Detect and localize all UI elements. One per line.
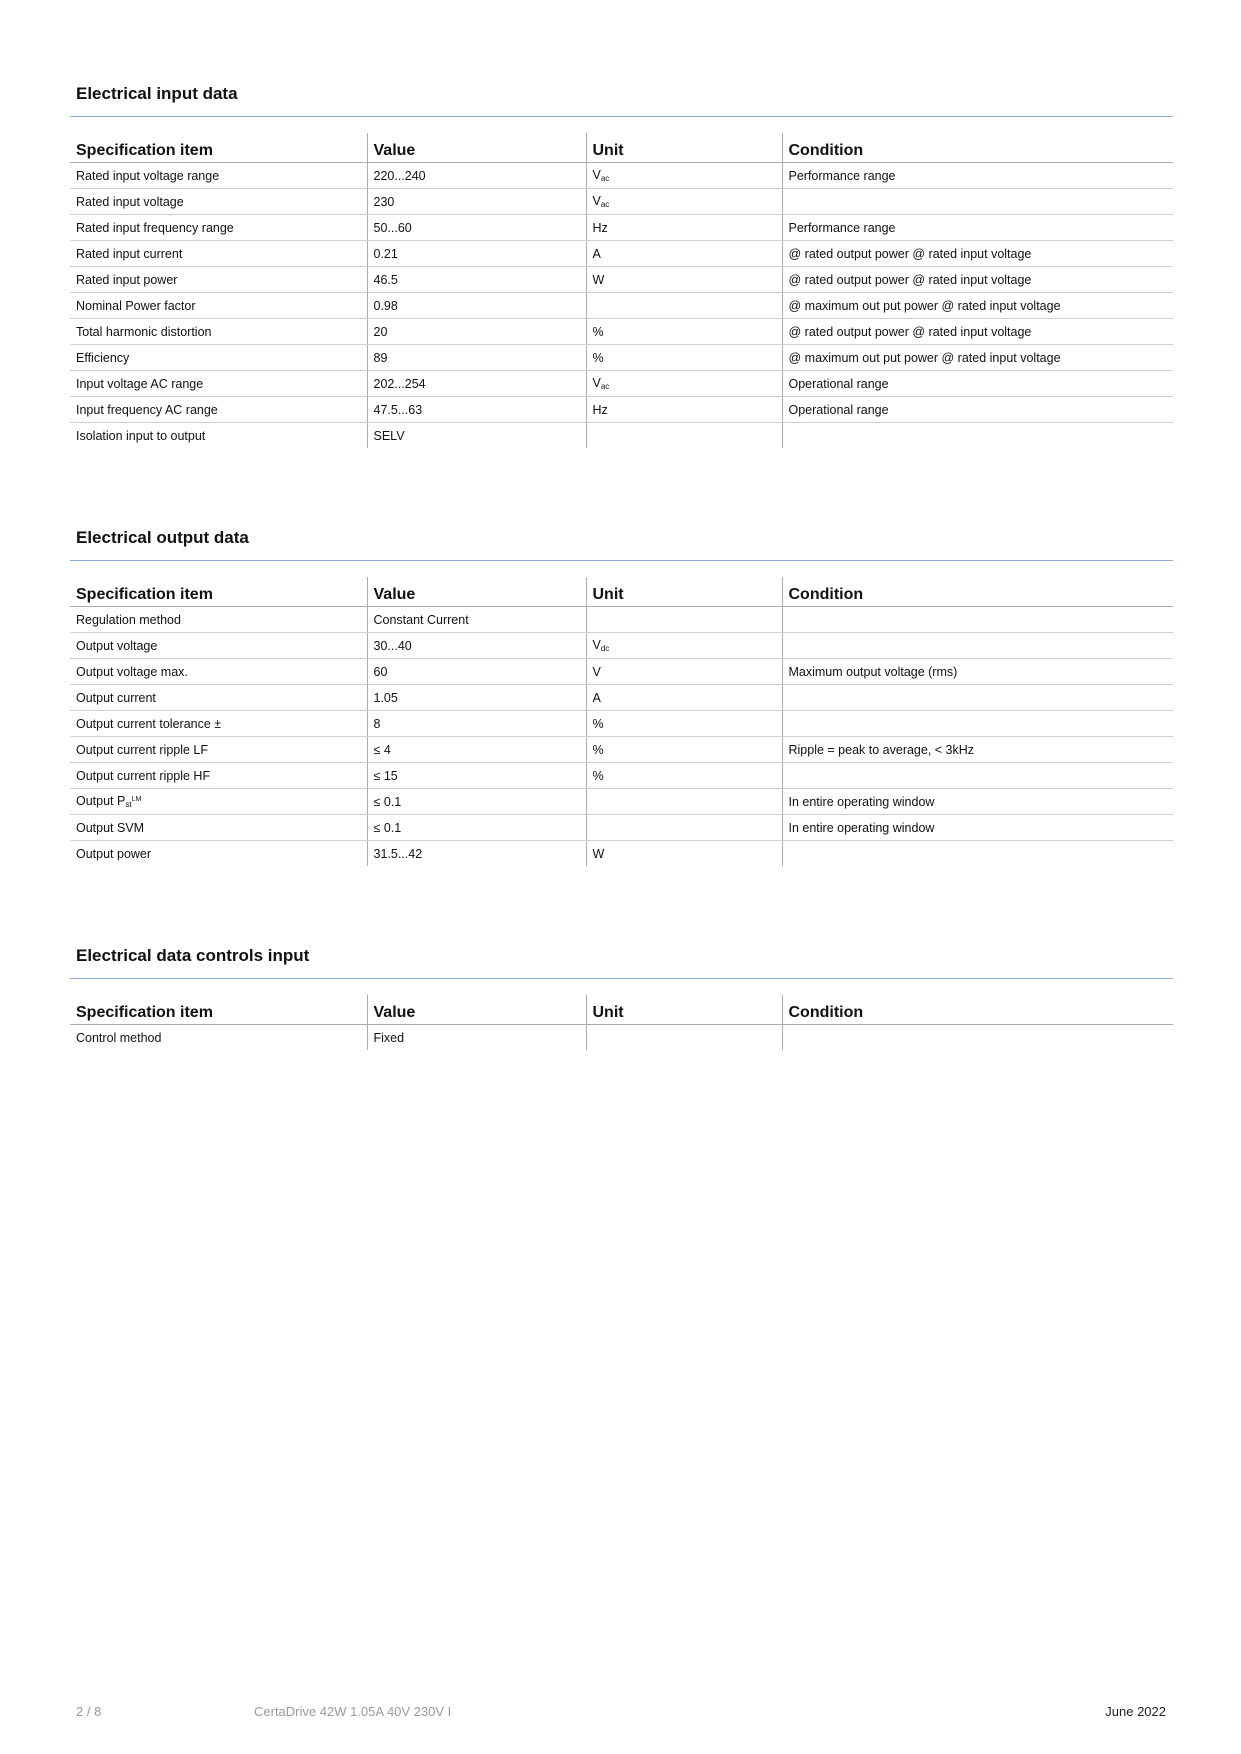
unit-text: % bbox=[592, 716, 604, 731]
spec-item-subscript: st bbox=[125, 800, 132, 809]
spec-item-cell bbox=[70, 241, 367, 267]
condition-cell: @ rated output power @ rated input voltage bbox=[782, 267, 1173, 293]
header-specification-item: Specification item bbox=[70, 577, 367, 607]
spec-item-cell bbox=[70, 163, 367, 189]
unit-text: V bbox=[592, 194, 601, 208]
header-specification-item: Specification item bbox=[70, 995, 367, 1025]
table-row bbox=[70, 607, 1173, 633]
table-row bbox=[70, 633, 1173, 659]
condition-cell: Ripple = peak to average, < 3kHz bbox=[782, 737, 1173, 763]
table-row bbox=[70, 241, 1173, 267]
table-row bbox=[70, 267, 1173, 293]
spec-item-cell bbox=[70, 737, 367, 763]
value-cell: ≤ 15 bbox=[367, 763, 586, 789]
condition-cell: @ maximum out put power @ rated input voltage bbox=[782, 293, 1173, 319]
unit-text: V bbox=[592, 638, 601, 652]
spec-item-cell bbox=[70, 423, 367, 449]
table-row bbox=[70, 293, 1173, 319]
spec-item-text: Input frequency AC range bbox=[76, 402, 218, 417]
table-row bbox=[70, 215, 1173, 241]
unit-cell bbox=[586, 397, 782, 423]
value-cell: 60 bbox=[367, 659, 586, 685]
condition-cell: @ rated output power @ rated input voltage bbox=[782, 241, 1173, 267]
spec-item-cell bbox=[70, 815, 367, 841]
condition-cell: In entire operating window bbox=[782, 815, 1173, 841]
value-cell: ≤ 0.1 bbox=[367, 789, 586, 815]
spec-item-cell bbox=[70, 633, 367, 659]
header-value: Value bbox=[367, 995, 586, 1025]
condition-cell: In entire operating window bbox=[782, 789, 1173, 815]
condition-cell bbox=[782, 841, 1173, 867]
table-row bbox=[70, 371, 1173, 397]
spec-item-cell bbox=[70, 607, 367, 633]
header-condition: Condition bbox=[782, 577, 1173, 607]
unit-cell bbox=[586, 685, 782, 711]
value-cell: 31.5...42 bbox=[367, 841, 586, 867]
condition-cell bbox=[782, 423, 1173, 449]
header-condition: Condition bbox=[782, 133, 1173, 163]
header-value: Value bbox=[367, 133, 586, 163]
table-header-row bbox=[70, 995, 1173, 1025]
table-header-row bbox=[70, 133, 1173, 163]
unit-cell bbox=[586, 215, 782, 241]
condition-cell bbox=[782, 189, 1173, 215]
spec-item-cell bbox=[70, 841, 367, 867]
condition-cell: Performance range bbox=[782, 163, 1173, 189]
value-cell: 89 bbox=[367, 345, 586, 371]
section-electrical-input bbox=[70, 82, 1173, 448]
condition-cell bbox=[782, 1025, 1173, 1051]
unit-cell bbox=[586, 267, 782, 293]
unit-subscript: ac bbox=[600, 200, 610, 209]
value-cell: ≤ 0.1 bbox=[367, 815, 586, 841]
unit-cell bbox=[586, 789, 782, 815]
spec-item-cell bbox=[70, 371, 367, 397]
condition-cell: @ rated output power @ rated input voltage bbox=[782, 319, 1173, 345]
unit-text: % bbox=[592, 324, 604, 339]
table-row bbox=[70, 789, 1173, 815]
spec-table bbox=[70, 577, 1173, 866]
spec-item-text: Rated input voltage bbox=[76, 194, 184, 209]
table-row bbox=[70, 319, 1173, 345]
header-unit: Unit bbox=[586, 133, 782, 163]
value-cell: 46.5 bbox=[367, 267, 586, 293]
unit-cell bbox=[586, 189, 782, 215]
unit-text: V bbox=[592, 664, 601, 679]
spec-item-cell bbox=[70, 685, 367, 711]
spec-item-text: Efficiency bbox=[76, 350, 130, 365]
unit-subscript: ac bbox=[600, 174, 610, 183]
spec-item-cell bbox=[70, 345, 367, 371]
spec-item-cell bbox=[70, 267, 367, 293]
footer-date: June 2022 bbox=[1105, 1704, 1166, 1719]
unit-cell bbox=[586, 659, 782, 685]
value-cell: 1.05 bbox=[367, 685, 586, 711]
unit-text: % bbox=[592, 350, 604, 365]
unit-cell bbox=[586, 633, 782, 659]
spec-item-text: Rated input frequency range bbox=[76, 220, 234, 235]
spec-item-text: Rated input power bbox=[76, 272, 178, 287]
footer-product-name: CertaDrive 42W 1.05A 40V 230V I bbox=[254, 1704, 452, 1719]
condition-cell bbox=[782, 633, 1173, 659]
condition-cell: Performance range bbox=[782, 215, 1173, 241]
footer-page-number: 2 / 8 bbox=[76, 1704, 102, 1719]
condition-cell: Operational range bbox=[782, 397, 1173, 423]
unit-text: V bbox=[592, 376, 601, 390]
spec-item-cell bbox=[70, 319, 367, 345]
unit-cell bbox=[586, 163, 782, 189]
table-row bbox=[70, 189, 1173, 215]
table-row bbox=[70, 397, 1173, 423]
spec-item-text: Output voltage max. bbox=[76, 664, 188, 679]
unit-text: Hz bbox=[592, 402, 608, 417]
spec-item-cell bbox=[70, 711, 367, 737]
unit-text: Hz bbox=[592, 220, 608, 235]
unit-subscript: ac bbox=[600, 382, 610, 391]
table-header-row bbox=[70, 577, 1173, 607]
spec-item-cell bbox=[70, 293, 367, 319]
spec-item-text: Output current ripple HF bbox=[76, 768, 211, 783]
section-controls-input bbox=[70, 944, 1173, 1050]
condition-cell bbox=[782, 607, 1173, 633]
value-cell: 30...40 bbox=[367, 633, 586, 659]
spec-item-text: Control method bbox=[76, 1030, 162, 1045]
unit-cell bbox=[586, 607, 782, 633]
unit-cell bbox=[586, 711, 782, 737]
value-cell: 230 bbox=[367, 189, 586, 215]
unit-cell bbox=[586, 241, 782, 267]
header-specification-item: Specification item bbox=[70, 133, 367, 163]
condition-cell bbox=[782, 685, 1173, 711]
unit-cell bbox=[586, 371, 782, 397]
spec-item-text: Total harmonic distortion bbox=[76, 324, 212, 339]
header-condition: Condition bbox=[782, 995, 1173, 1025]
value-cell: ≤ 4 bbox=[367, 737, 586, 763]
spec-item-text: Output power bbox=[76, 846, 152, 861]
unit-cell bbox=[586, 1025, 782, 1051]
value-cell: 0.21 bbox=[367, 241, 586, 267]
section-title: Electrical input data bbox=[70, 82, 1173, 117]
value-cell: 50...60 bbox=[367, 215, 586, 241]
spec-item-cell bbox=[70, 1025, 367, 1051]
spec-item-text: Rated input current bbox=[76, 246, 183, 261]
spec-item-cell bbox=[70, 215, 367, 241]
unit-cell bbox=[586, 841, 782, 867]
spec-item-text: Nominal Power factor bbox=[76, 298, 196, 313]
spec-item-text: Isolation input to output bbox=[76, 428, 206, 443]
condition-cell: @ maximum out put power @ rated input voltage bbox=[782, 345, 1173, 371]
unit-text: W bbox=[592, 846, 605, 861]
unit-text: A bbox=[592, 690, 601, 705]
condition-cell bbox=[782, 711, 1173, 737]
spec-item-text: Output voltage bbox=[76, 638, 158, 653]
unit-text: A bbox=[592, 246, 601, 261]
spec-item-cell bbox=[70, 189, 367, 215]
unit-cell bbox=[586, 345, 782, 371]
spec-item-cell bbox=[70, 763, 367, 789]
table-row bbox=[70, 711, 1173, 737]
spec-item-text: Output P bbox=[76, 794, 126, 808]
header-unit: Unit bbox=[586, 577, 782, 607]
unit-cell bbox=[586, 737, 782, 763]
unit-text: W bbox=[592, 272, 605, 287]
value-cell: 20 bbox=[367, 319, 586, 345]
section-title: Electrical output data bbox=[70, 526, 1173, 561]
table-row bbox=[70, 423, 1173, 449]
spec-item-text: Output SVM bbox=[76, 820, 145, 835]
spec-table bbox=[70, 995, 1173, 1050]
spec-item-cell bbox=[70, 659, 367, 685]
unit-text: % bbox=[592, 742, 604, 757]
section-electrical-output bbox=[70, 526, 1173, 866]
spec-item-text: Output current bbox=[76, 690, 156, 705]
condition-cell bbox=[782, 763, 1173, 789]
spec-item-text: Regulation method bbox=[76, 612, 181, 627]
unit-cell bbox=[586, 319, 782, 345]
spec-item-text: Input voltage AC range bbox=[76, 376, 204, 391]
value-cell: 220...240 bbox=[367, 163, 586, 189]
condition-cell: Maximum output voltage (rms) bbox=[782, 659, 1173, 685]
condition-cell: Operational range bbox=[782, 371, 1173, 397]
table-row bbox=[70, 815, 1173, 841]
header-unit: Unit bbox=[586, 995, 782, 1025]
value-cell: 8 bbox=[367, 711, 586, 737]
table-row bbox=[70, 1025, 1173, 1051]
table-row bbox=[70, 659, 1173, 685]
spec-table bbox=[70, 133, 1173, 448]
table-row bbox=[70, 841, 1173, 867]
section-title: Electrical data controls input bbox=[70, 944, 1173, 979]
value-cell: 202...254 bbox=[367, 371, 586, 397]
value-cell: SELV bbox=[367, 423, 586, 449]
unit-cell bbox=[586, 763, 782, 789]
unit-cell bbox=[586, 293, 782, 319]
value-cell: 47.5...63 bbox=[367, 397, 586, 423]
spec-item-text: Output current tolerance ± bbox=[76, 716, 222, 731]
table-row bbox=[70, 737, 1173, 763]
table-row bbox=[70, 163, 1173, 189]
spec-item-text: Rated input voltage range bbox=[76, 168, 220, 183]
header-value: Value bbox=[367, 577, 586, 607]
table-row bbox=[70, 685, 1173, 711]
spec-item-superscript: LM bbox=[131, 796, 142, 803]
table-row bbox=[70, 763, 1173, 789]
value-cell: Constant Current bbox=[367, 607, 586, 633]
spec-item-cell bbox=[70, 789, 367, 815]
spec-item-cell bbox=[70, 397, 367, 423]
unit-subscript: dc bbox=[600, 644, 610, 653]
table-row bbox=[70, 345, 1173, 371]
unit-cell bbox=[586, 423, 782, 449]
unit-text: % bbox=[592, 768, 604, 783]
value-cell: 0.98 bbox=[367, 293, 586, 319]
unit-text: V bbox=[592, 168, 601, 182]
value-cell: Fixed bbox=[367, 1025, 586, 1051]
unit-cell bbox=[586, 815, 782, 841]
spec-item-text: Output current ripple LF bbox=[76, 742, 209, 757]
